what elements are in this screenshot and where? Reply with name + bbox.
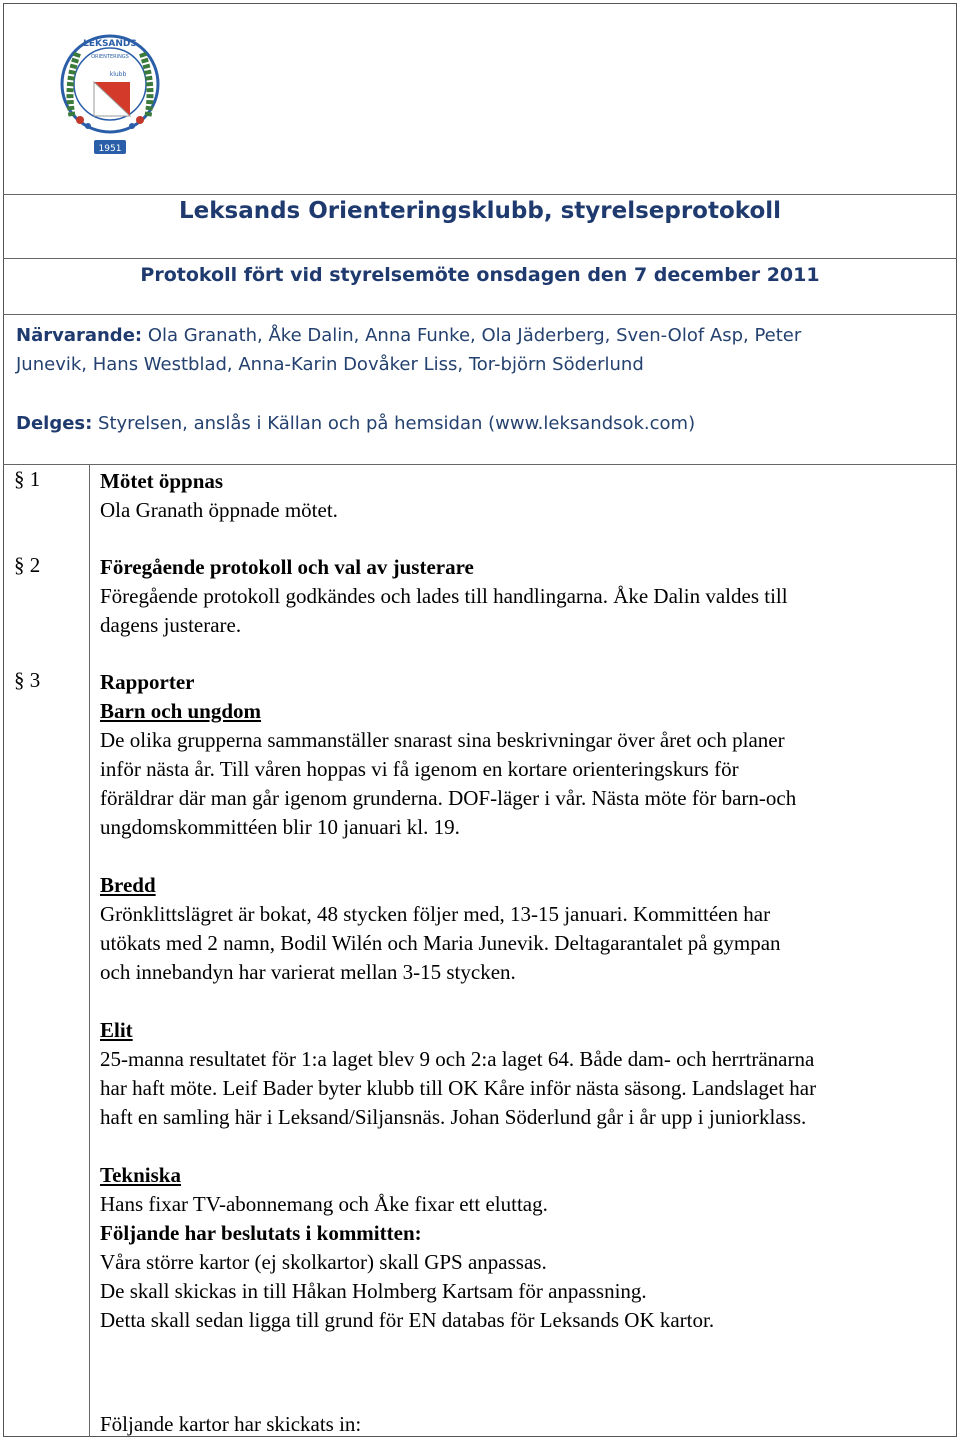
- distribution-text: Styrelsen, anslås i Källan och på hemsidan (www.leksandsok.com): [92, 413, 696, 434]
- page-subtitle: Protokoll fört vid styrelsemöte onsdagen den 7 december 2011: [140, 264, 820, 286]
- section-text: 25-manna resultatet för 1:a laget blev 9 och 2:a laget 64. Både dam- och herrtränarna: [100, 1047, 815, 1071]
- section-text: De skall skickas in till Håkan Holmberg Kartsam för anpassning.: [100, 1279, 647, 1303]
- attendees-line: Junevik, Hans Westblad, Anna-Karin Dovåker Liss, Tor-björn Söderlund: [16, 354, 644, 375]
- section-text: Föregående protokoll godkändes och lades till handlingarna. Åke Dalin valdes till: [100, 584, 788, 608]
- final-line: [100, 1410, 930, 1439]
- page-title: Leksands Orienteringsklubb, styrelseprotokoll: [178, 198, 782, 224]
- section-text: Hans fixar TV-abonnemang och Åke fixar ett eluttag.: [100, 1192, 548, 1216]
- attendees-line: Ola Granath, Åke Dalin, Anna Funke, Ola Jäderberg, Sven-Olof Asp, Peter: [142, 325, 802, 346]
- distribution: [16, 409, 916, 438]
- club-logo: [58, 24, 162, 164]
- section-3: [100, 668, 930, 1335]
- decided-label: Följande har beslutats i kommitten:: [100, 1221, 422, 1245]
- logo-text-mid: ORIENTERINGS: [91, 54, 129, 60]
- section-text: föräldrar där man går igenom grunderna. DOF-läger i vår. Nästa möte för barn-och: [100, 786, 797, 810]
- section-text: De olika grupperna sammanställer snarast sina beskrivningar över året och planer: [100, 728, 785, 752]
- logo-text-small: klubb: [109, 71, 127, 78]
- section-heading: Mötet öppnas: [100, 469, 224, 493]
- section-text: utökats med 2 namn, Bodil Wilén och Maria Junevik. Deltagarantalet på gympan: [100, 931, 781, 955]
- subsection-heading: Elit: [100, 1018, 133, 1042]
- subsection-heading: Barn och ungdom: [100, 699, 262, 723]
- section-text: haft en samling här i Leksand/Siljansnäs. Johan Söderlund går i år upp i juniorklass.: [100, 1105, 807, 1129]
- rule: [3, 464, 957, 465]
- section-number: § 1: [14, 467, 41, 491]
- section-text: Ola Granath öppnade mötet.: [100, 498, 338, 522]
- subsection-heading: Tekniska: [100, 1163, 181, 1187]
- section-text: har haft möte. Leif Bader byter klubb till OK Kåre inför nästa säsong. Landslaget har: [100, 1076, 817, 1100]
- section-text: Detta skall sedan ligga till grund för EN databas för Leksands OK kartor.: [100, 1308, 715, 1332]
- section-number: § 3: [14, 668, 41, 692]
- section-text: Grönklittslägret är bokat, 48 stycken följer med, 13-15 januari. Kommittéen har: [100, 902, 771, 926]
- section-text: Våra större kartor (ej skolkartor) skall GPS anpassas.: [100, 1250, 547, 1274]
- section-text: Följande kartor har skickats in:: [100, 1412, 362, 1436]
- section-number: § 2: [14, 553, 41, 577]
- rule: [3, 258, 957, 259]
- logo-year: 1951: [98, 144, 122, 154]
- section-heading: Föregående protokoll och val av justerare: [100, 555, 474, 579]
- section-1: [100, 467, 930, 525]
- section-2: [100, 553, 930, 640]
- section-text: dagens justerare.: [100, 613, 242, 637]
- section-text: ungdomskommittéen blir 10 januari kl. 19.: [100, 815, 460, 839]
- section-text: och innebandyn har varierat mellan 3-15 stycken.: [100, 960, 516, 984]
- section-heading: Rapporter: [100, 670, 195, 694]
- attendees: [16, 321, 916, 379]
- rule: [3, 314, 957, 315]
- distribution-label: Delges:: [16, 413, 93, 434]
- logo-text-top: LEKSANDS: [83, 39, 137, 49]
- subsection-heading: Bredd: [100, 873, 156, 897]
- rule: [3, 194, 957, 195]
- attendees-label: Närvarande:: [16, 325, 143, 346]
- section-text: inför nästa år. Till våren hoppas vi få igenom en kortare orienteringskurs för: [100, 757, 739, 781]
- column-divider: [89, 464, 90, 1437]
